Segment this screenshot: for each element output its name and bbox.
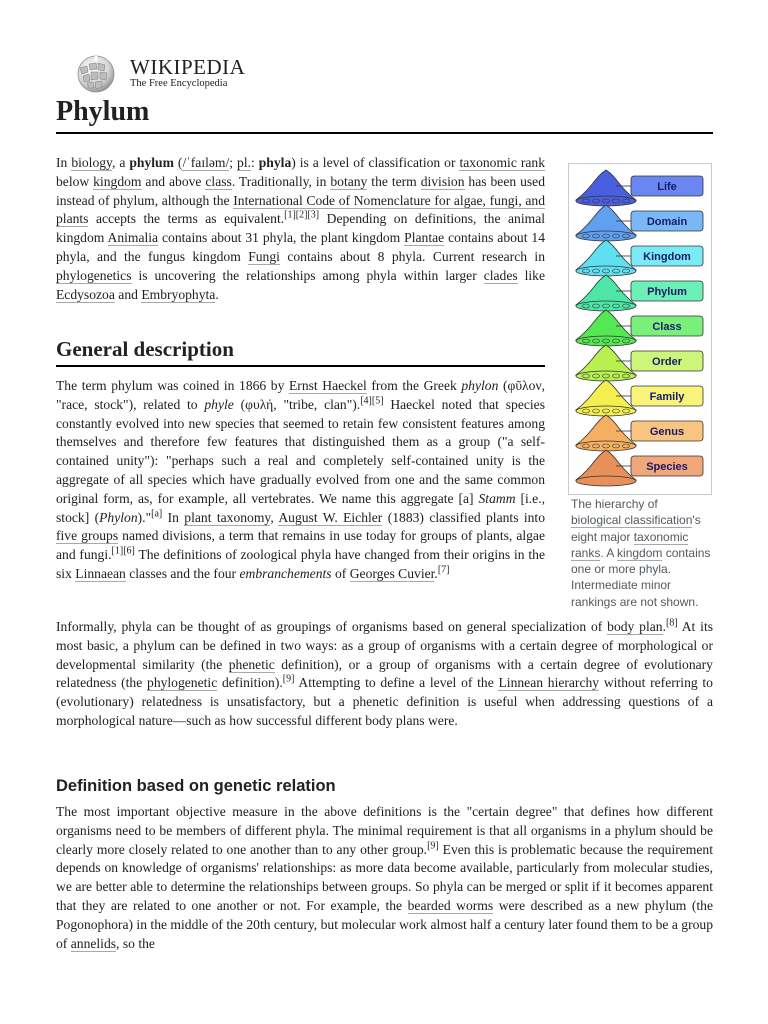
rank-base-domain — [576, 231, 636, 241]
ref-9b[interactable]: [9] — [427, 840, 439, 852]
rank-bell-life — [576, 170, 636, 200]
link-phylogenetic[interactable]: phylogenetic — [147, 675, 218, 691]
page-title: Phylum — [56, 92, 713, 134]
rank-base-family — [576, 406, 636, 416]
link-clades[interactable]: clades — [483, 267, 518, 283]
link-division[interactable]: division — [420, 173, 465, 189]
rank-bell-family — [576, 380, 636, 410]
ref-2[interactable]: [2] — [295, 209, 308, 221]
link-embryophyta[interactable]: Embryophyta — [141, 286, 216, 302]
link-linnean-hierarchy[interactable]: Linnean hierarchy — [498, 675, 600, 691]
link-phenetic[interactable]: phenetic — [228, 656, 275, 672]
link-taxonomic-rank[interactable]: taxonomic rank — [459, 155, 545, 170]
rank-phylum — [576, 275, 703, 311]
general-paragraph-2: Informally, phyla can be thought of as groupings of organisms based on general specialization of body plan.[8] At its most basic, a phylum can be defined in two ways: as a group of organisms with a certain degree of morphological or developmental similarity (the phenetic definition), or a group of organisms with a certain degree of evolutionary relatedness (the phylogenetic definition).[9] Attempting to define a level of the Linnean hierarchy without referring to (evolutionary) relatedness is unsatisfactory, but a phenetic definition is useful when addressing questions of a morphological nature—such as how successful different body plans were. — [56, 617, 714, 728]
rank-bell-species — [576, 450, 636, 480]
link-pronunciation[interactable]: /ˈfaɪləm/ — [182, 155, 230, 170]
wikipedia-tagline: The Free Encyclopedia — [130, 78, 228, 89]
link-linnaean[interactable]: Linnaean — [75, 565, 126, 581]
rank-bell-class — [576, 310, 636, 340]
link-phylogenetics[interactable]: phylogenetics — [56, 267, 132, 283]
link-biology[interactable]: biology — [71, 155, 112, 170]
link-annelids[interactable]: annelids — [70, 935, 117, 951]
ref-9[interactable]: [9] — [282, 673, 295, 685]
rank-label-domain: Domain — [646, 216, 688, 228]
taxonomic-ranks-diagram — [569, 164, 711, 494]
rank-label-order: Order — [652, 356, 682, 368]
rank-life — [576, 170, 703, 206]
rank-base-class — [576, 336, 636, 346]
rank-label-family: Family — [649, 391, 685, 403]
rank-bell-domain — [576, 205, 636, 235]
rank-base-kingdom — [576, 266, 636, 276]
link-bearded-worms[interactable]: bearded worms — [407, 897, 494, 913]
ref-5[interactable]: [5] — [371, 395, 384, 407]
link-georges-cuvier[interactable]: Georges Cuvier — [349, 565, 435, 581]
link-five-groups[interactable]: five groups — [56, 528, 119, 544]
rank-kingdom — [576, 240, 703, 276]
rank-bell-phylum — [576, 275, 636, 305]
rank-base-order — [576, 371, 636, 381]
link-plantae[interactable]: Plantae — [404, 230, 445, 246]
rank-label-class: Class — [652, 321, 682, 333]
link-kingdom[interactable]: kingdom — [93, 173, 142, 189]
rank-base-phylum — [576, 301, 636, 311]
ref-3[interactable]: [3] — [307, 209, 320, 221]
rank-domain — [576, 205, 703, 241]
rank-genus — [576, 415, 703, 451]
rank-label-life: Life — [657, 181, 677, 193]
link-animalia[interactable]: Animalia — [107, 230, 159, 246]
ref-7[interactable]: [7] — [437, 564, 450, 576]
rank-label-kingdom: Kingdom — [643, 251, 691, 263]
rank-base-life — [576, 196, 636, 206]
link-body-plan[interactable]: body plan — [607, 619, 663, 634]
link-kingdom-caption[interactable]: kingdom — [617, 545, 663, 560]
link-ernst-haeckel[interactable]: Ernst Haeckel — [288, 378, 367, 393]
taxonomy-figure[interactable] — [568, 163, 712, 495]
rank-label-species: Species — [646, 461, 688, 473]
ref-4[interactable]: [4] — [360, 395, 372, 407]
link-ecdysozoa[interactable]: Ecdysozoa — [56, 286, 115, 302]
wikipedia-wordmark: WIKIPEDIA — [130, 55, 246, 79]
link-icn[interactable]: International Code of Nomenclature for algae, fungi, and plants — [56, 192, 546, 227]
rank-bell-genus — [576, 415, 636, 445]
rank-family — [576, 380, 703, 416]
rank-label-genus: Genus — [649, 426, 685, 438]
link-biological-classification[interactable]: biological classification — [571, 513, 693, 528]
ref-6[interactable]: [6] — [123, 545, 135, 557]
ref-1b[interactable]: [1] — [111, 545, 124, 557]
rank-label-phylum: Phylum — [647, 286, 687, 298]
note-a[interactable]: [a] — [151, 508, 163, 520]
link-taxonomic-ranks[interactable]: taxonomic ranks — [571, 529, 689, 560]
rank-order — [576, 345, 703, 381]
rank-bell-order — [576, 345, 636, 375]
link-plural[interactable]: pl. — [237, 155, 251, 170]
link-plant-taxonomy[interactable]: plant taxonomy — [184, 509, 271, 525]
section-heading-general-description: General description — [56, 335, 545, 367]
rank-base-genus — [576, 441, 636, 451]
link-botany[interactable]: botany — [330, 173, 368, 189]
rank-base-species — [576, 476, 636, 486]
ref-8[interactable]: [8] — [665, 617, 678, 629]
general-paragraph-1: The term phylum was coined in 1866 by Ernst Haeckel from the Greek phylon (φῦλον, "race, stock"), related to phyle (φυλή, "tribe, clan").[4][5] Haeckel noted that species constantly evolved into new species that seemed to retain few consistent features among themselves and therefore few features that distinguished them as a group ("a self-contained unity"): "perhaps such a real and completely self-contained unity is the aggregate of all species which have gradually evolved from one and the same common original form, as, for example, all vertebrates. We name this aggregate [a] Stamm [i.e., stock] (Phylon)."[a] In plant taxonomy, August W. Eichler (1883) classified plants into five groups named divisions, a term that remains in use today for groups of plants, algae and fungi.[1][6] The definitions of zoological phyla have changed from their origins in the six Linnaean classes and the four embranchements of Georges Cuvier.[7] — [56, 378, 545, 581]
rank-species — [576, 450, 703, 486]
intro-paragraph: In biology, a phylum (/ˈfaɪləm/; pl.: phyla) is a level of classification or taxonomic rank below kingdom and above class. Traditionally, in botany the term division has been used instead of phylum, although the International Code of Nomenclature for algae, fungi, and plants accepts the terms as equivalent.[1][2][3] Depending on definitions, the animal kingdom Animalia contains about 31 phyla, the plant kingdom Plantae contains about 14 phyla, and the fungus kingdom Fungi contains about 8 phyla. Current research in phylogenetics is uncovering the relationships among phyla within larger clades like Ecdysozoa and Embryophyta. — [56, 155, 546, 302]
ref-1[interactable]: [1] — [284, 209, 296, 221]
section-heading-genetic-relation: Definition based on genetic relation — [56, 777, 336, 795]
link-eichler[interactable]: August W. Eichler — [278, 509, 383, 525]
site-logo[interactable] — [72, 54, 272, 94]
wikipedia-globe-icon — [72, 54, 120, 94]
figure-caption: The hierarchy of biological classification's eight major taxonomic ranks. A kingdom contains one or more phyla. Intermediate minor rankings are not shown. — [571, 497, 711, 609]
link-fungi[interactable]: Fungi — [248, 248, 280, 264]
rank-bell-kingdom — [576, 240, 636, 270]
rank-class — [576, 310, 703, 346]
link-class[interactable]: class — [205, 173, 232, 189]
genetic-paragraph: The most important objective measure in the above definitions is the "certain degree" that defines how different organisms need to be members of different phyla. The minimal requirement is that all organisms in a phylum should be clearly more closely related to one another than to any other group.[9] Even this is problematic because the requirement depends on knowledge of organisms' relationships: as more data become available, particularly from molecular studies, we are better able to determine the relationships between groups. So phyla can be merged or split if it becomes apparent that they are related to one another or not. For example, the bearded worms were described as a new phylum (the Pogonophora) in the middle of the 20th century, but molecular work almost half a century later found them to be a group of annelids, so the — [56, 804, 713, 951]
